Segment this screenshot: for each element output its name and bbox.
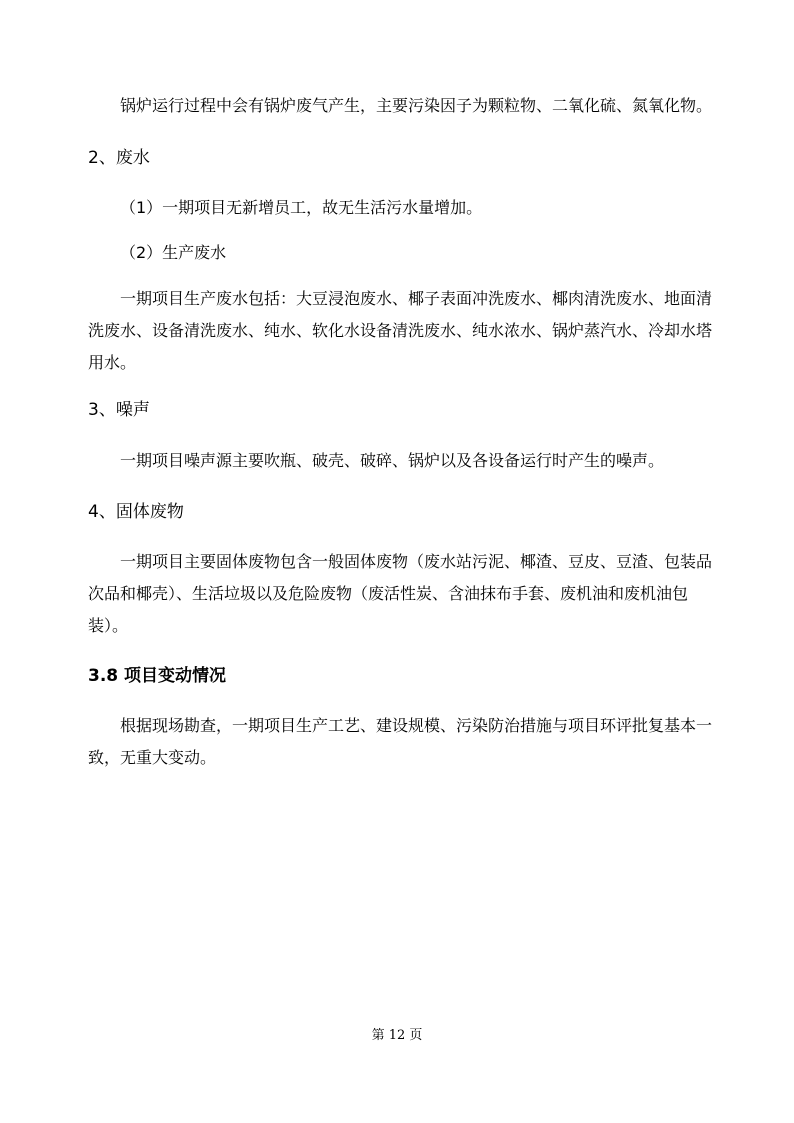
paragraph-boiler-gas: 锅炉运行过程中会有锅炉废气产生，主要污染因子为颗粒物、二氧化硫、氮氧化物。 (120, 96, 713, 115)
paragraph-noise-desc: 一期项目噪声源主要吹瓶、破壳、破碎、锅炉以及各设备运行时产生的噪声。 (120, 451, 665, 470)
paragraph-solid-waste-desc: 一期项目主要固体废物包含一般固体废物（废水站污泥、椰渣、豆皮、豆渣、包装品次品和椰壳）、生活垃圾以及危险废物（废活性炭、含油抹布手套、废机油和废机油包装）。 (88, 552, 713, 635)
paragraph-wastewater-desc: 一期项目生产废水包括：大豆浸泡废水、椰子表面冲洗废水、椰肉清洗废水、地面清洗废水、设备清洗废水、纯水、软化水设备清洗废水、纯水浓水、锅炉蒸汽水、冷却水塔用水。 (88, 289, 713, 372)
heading-noise: 3、噪声 (88, 400, 150, 420)
page-number: 第 12 页 (371, 1028, 423, 1043)
section-body: 根据现场勘查，一期项目生产工艺、建设规模、污染防治措施与项目环评批复基本一致，无重大变动。 (88, 716, 713, 767)
heading-wastewater: 2、废水 (88, 148, 150, 168)
paragraph-wastewater-1: （1）一期项目无新增员工，故无生活污水量增加。 (120, 198, 483, 217)
heading-solid-waste: 4、固体废物 (88, 502, 184, 522)
paragraph-wastewater-2: （2）生产废水 (120, 243, 227, 262)
section-title: 3.8 项目变动情况 (88, 666, 227, 686)
